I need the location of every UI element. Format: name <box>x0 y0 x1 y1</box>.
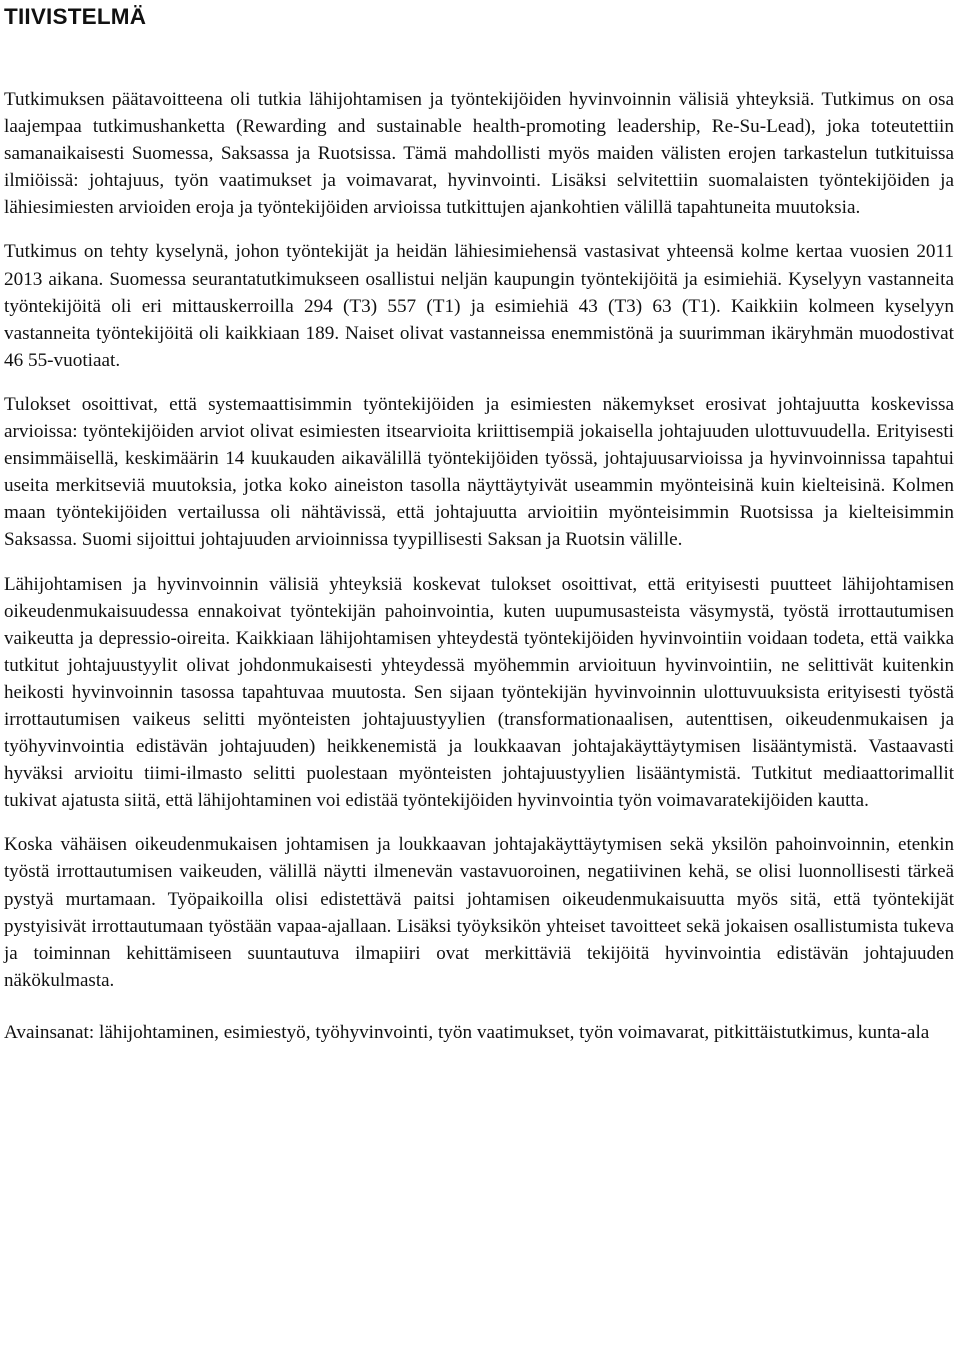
keywords-line: Avainsanat: lähijohtaminen, esimiestyö, työhyvinvointi, työn vaatimukset, työn voimavarat, pitkittäistutkimus, kunta-ala <box>4 1021 930 1043</box>
document-heading: TIIVISTELMÄ <box>4 4 147 29</box>
paragraph-conclusions: Koska vähäisen oikeudenmukaisen johtamisen ja loukkaavan johtajakäyttäytymisen sekä yksilön pahoinvoinnin, etenkin työstä irrottautumisen vaikeuden, välillä näytti ilmenevän vastavuoroinen, negatiivinen kehä, se olisi luonnollisesti tärkeä pystyä murtamaan. Työpaikoilla olisi edistettävä paitsi johtamisen oikeudenmukaisuutta myös sitä, että työntekijät pystyisivät irrottautumaan työstään vapaa-ajallaan. Lisäksi työyksikön yhteiset tavoitteet sekä jokaisen osallistumista tukeva ja toiminnan kehittämiseen suuntautuva ilmapiiri ovat merkittäviä tekijöitä hyvinvointia edistävän johtajuuden näkökulmasta. <box>4 834 954 991</box>
paragraph-research-aim: Tutkimuksen päätavoitteena oli tutkia lähijohtamisen ja työntekijöiden hyvinvoinnin välisiä yhteyksiä. Tutkimus on osa laajempaa tutkimushanketta (Rewarding and sustainable health-promoting leadership, Re-Su-Lead), joka toteutettiin samanaikaisesti Suomessa, Saksassa ja Ruotsissa. Tämä mahdollisti myös maiden välisten erojen tarkastelun tutkituissa ilmiöissä: johtajuus, työn vaatimukset ja voimavarat, hyvinvointi. Lisäksi selvitettiin suomalaisten työntekijöiden ja lähiesimiesten arvioiden eroja ja työntekijöiden arvioissa tutkittujen ajankohtien välillä tapahtuneita muutoksia. <box>4 89 954 219</box>
paragraph-method: Tutkimus on tehty kyselynä, johon työntekijät ja heidän lähiesimiehensä vastasivat yhteensä kolme kertaa vuosien 2011 2013 aikana. Suomessa seurantatutkimukseen osallistui neljän kaupungin työntekijöitä ja esimiehiä. Kyselyyn vastanneita työntekijöitä oli eri mittauskerroilla 294 (T3) 557 (T1) ja esimiehiä 43 (T3) 63 (T1). Kaikkiin kolmeen kyselyyn vastanneita työntekijöitä oli kaikkiaan 189. Naiset olivat vastanneissa enemmistönä ja suurimman ikäryhmän muodostivat 46 55-vuotiaat. <box>4 241 954 371</box>
paragraph-results: Tulokset osoittivat, että systemaattisimmin työntekijöiden ja esimiesten näkemykset erosivat johtajuutta koskevissa arvioissa: työntekijöiden arviot olivat esimiesten itsearvioita kriittisempiä jokaisella johtajuuden ulottuvuudella. Erityisesti ensimmäisellä, keskimäärin 14 kuukauden aikavälillä työntekijöiden työssä, johtajuusarvioissa ja hyvinvoinnissa tapahtui useita merkitseviä muutoksia, jotka koko aineiston tasolla näyttäytyivät useammin myönteisinä kuin kielteisinä. Kolmen maan työntekijöiden vertailussa oli nähtävissä, että johtajuutta arvioitiin myönteisimmin Ruotsissa ja kielteisimmin Saksassa. Suomi sijoittui johtajuuden arvioinnissa tyypillisesti Saksan ja Ruotsin välille. <box>4 393 954 551</box>
paragraph-leadership-wellbeing: Lähijohtamisen ja hyvinvoinnin välisiä yhteyksiä koskevat tulokset osoittivat, että erityisesti puutteet lähijohtamisen oikeudenmukaisuudessa ennakoivat työntekijän pahoinvointia, kuten uupumusasteista väsymystä, työstä irrottautumisen vaikeutta ja depressio-oireita. Kaikkiaan lähijohtamisen yhteydestä työntekijöiden hyvinvointiin voidaan todeta, että vaikka tutkitut johtajuustyylit olivat johdonmukaisesti yhteydessä myöhemmin arvioituun hyvinvointiin, ne selittivät kuitenkin heikosti hyvinvoinnin tasossa tapahtuvaa muutosta. Sen sijaan työntekijän hyvinvoinnin ulottuvuuksista erityisesti työstä irrottautumisen vaikeus selitti myönteisten johtajuustyylien (transformationaalisen, autenttisen, oikeudenmukaisen ja työhyvinvointia edistävän johtajuuden) heikkenemistä ja loukkaavan johtajakäyttäytymisen lisääntymistä. Vastaavasti hyväksi arvioitu tiimi-ilmasto selitti puolestaan myönteisten johtajuustyylien lisääntymistä. Tutkitut mediaattorimallit tukivat ajatusta siitä, että lähijohtaminen voi edistää työntekijöiden hyvinvointia työn voimavaratekijöiden kautta. <box>4 573 954 812</box>
